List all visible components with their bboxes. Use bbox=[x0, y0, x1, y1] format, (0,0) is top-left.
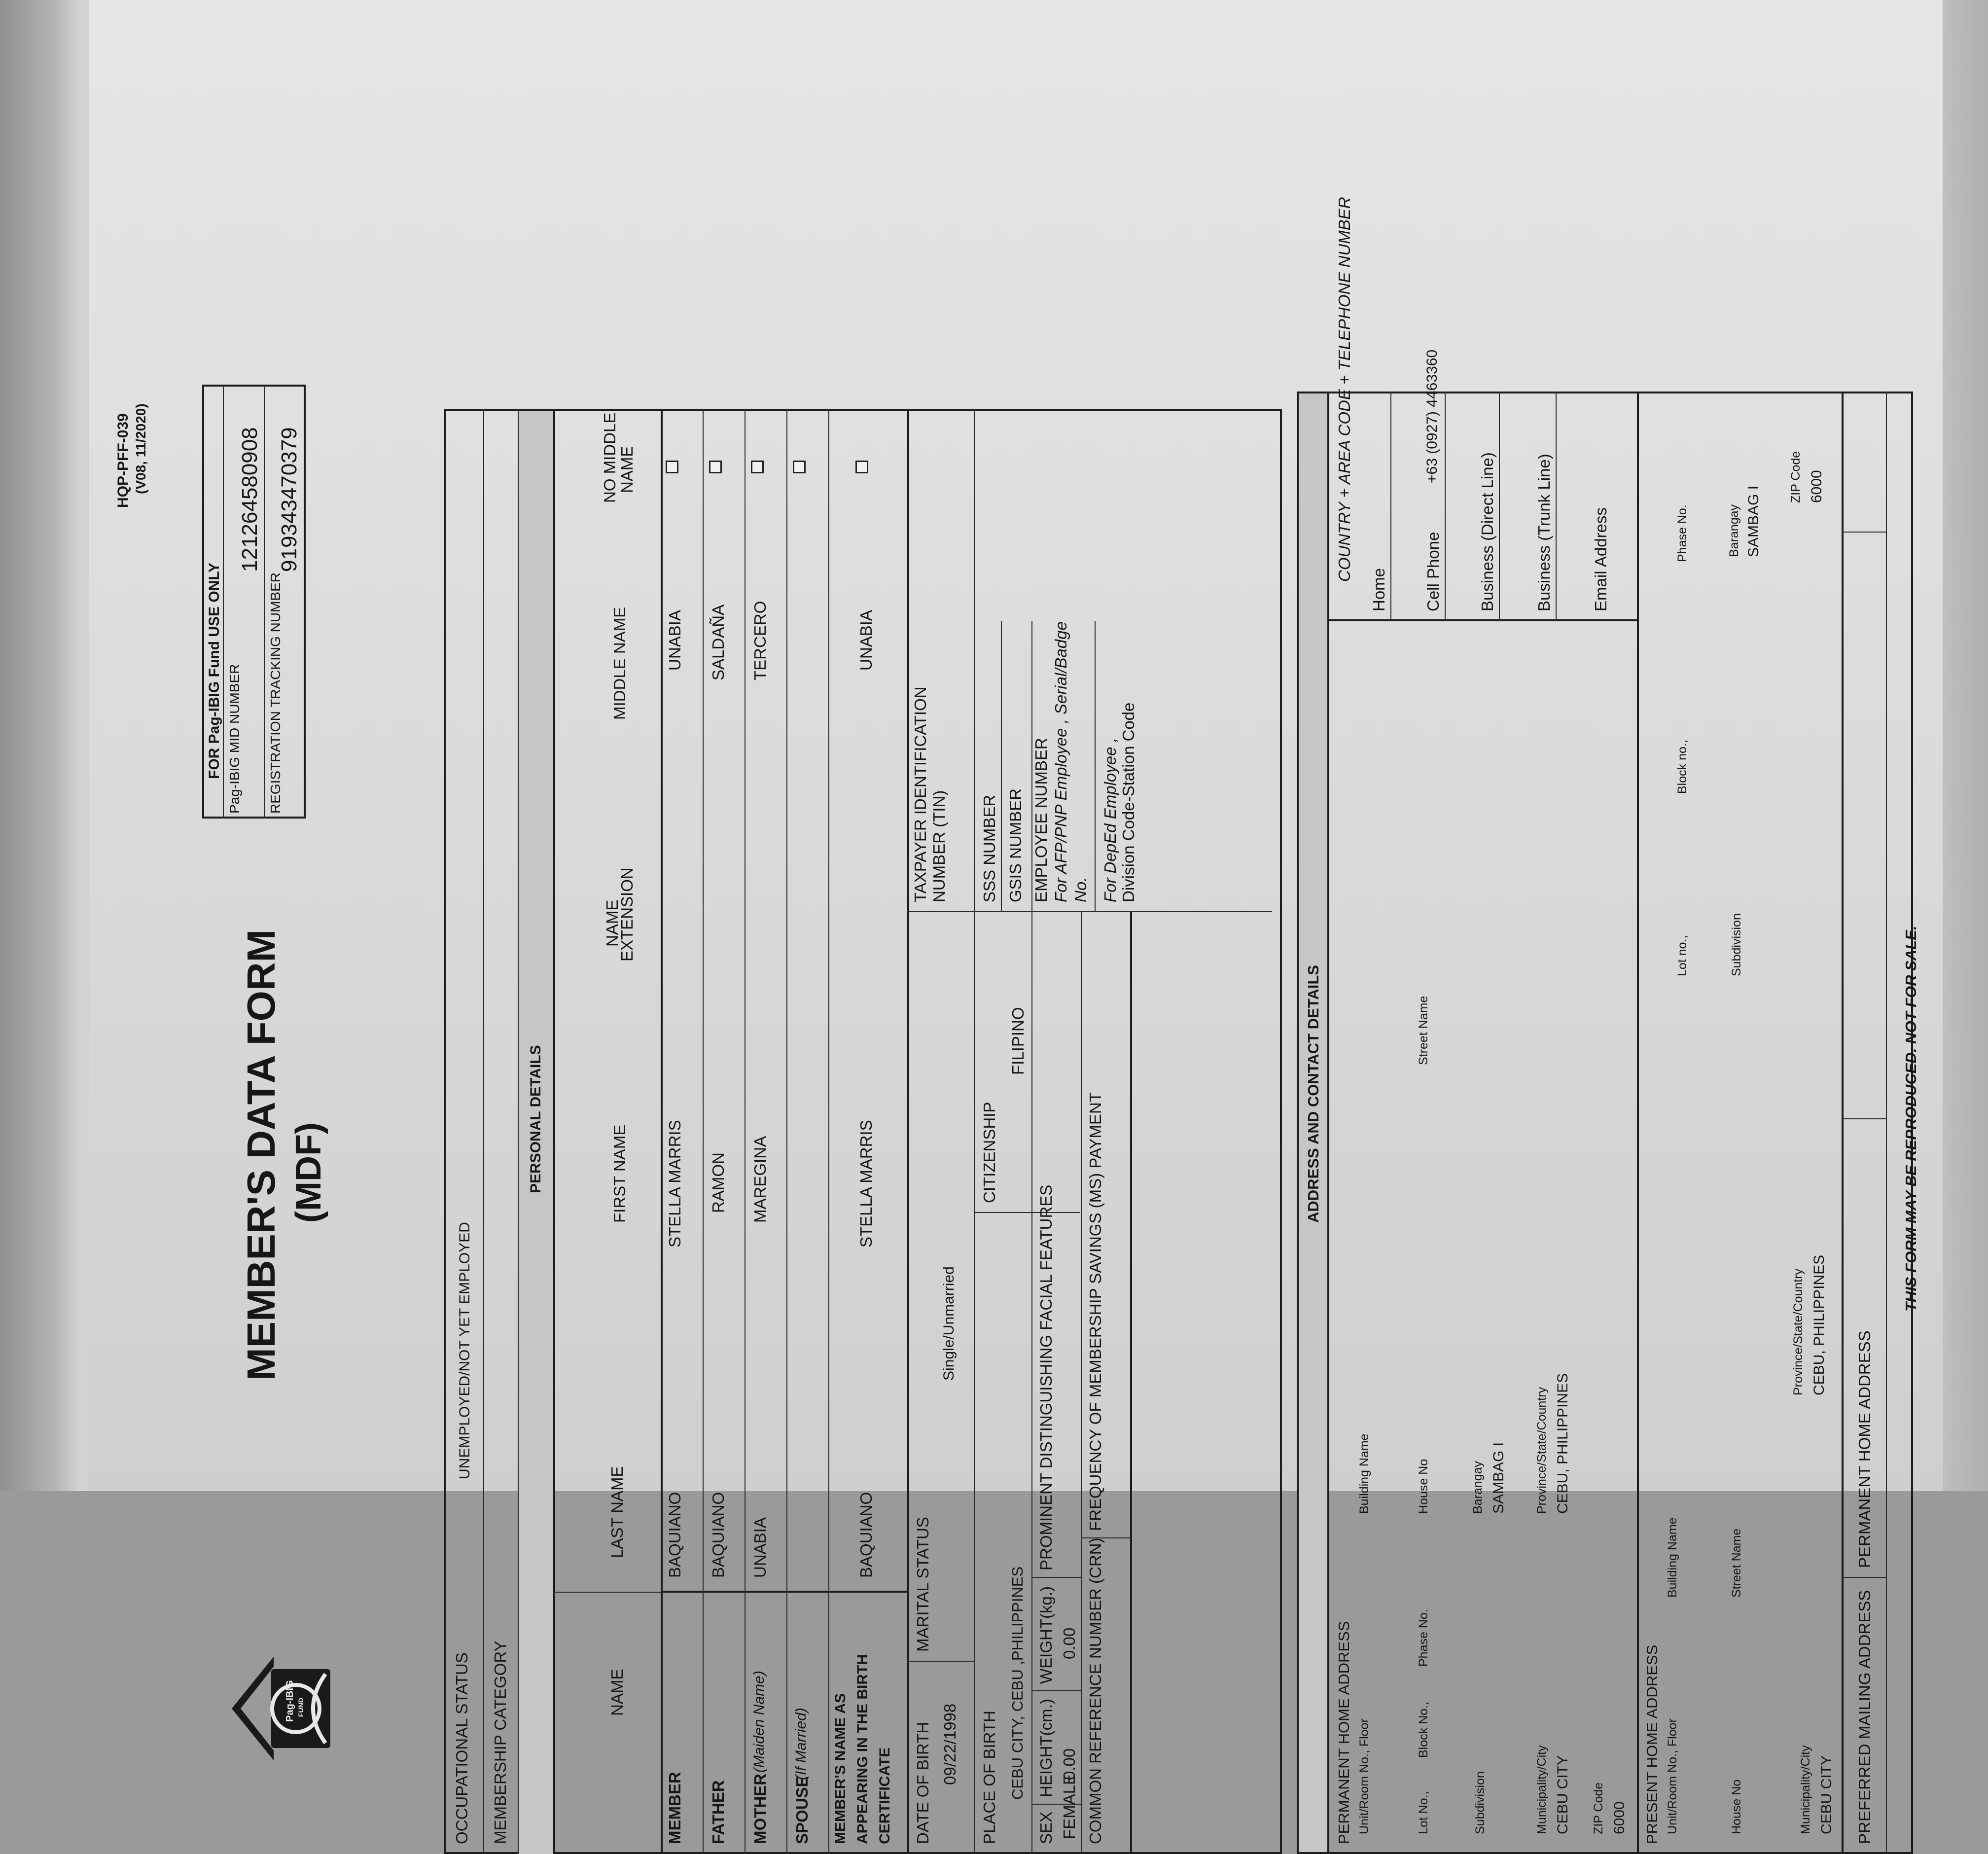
member-no-middle-checkbox[interactable] bbox=[666, 461, 678, 473]
pres-house-label: House No bbox=[1730, 1779, 1743, 1834]
fund-use-header: FOR Pag-IBIG Fund USE ONLY bbox=[206, 563, 222, 779]
rtn-label: REGISTRATION TRACKING NUMBER bbox=[268, 572, 283, 814]
sex-value: FEMALE bbox=[1060, 1774, 1078, 1839]
mailing-address-value: PERMANENT HOME ADDRESS bbox=[1855, 1330, 1874, 1568]
perm-municipality-value: CEBU CITY bbox=[1555, 1755, 1571, 1834]
perm-house-label: House No bbox=[1417, 1459, 1430, 1514]
father-first-name: RAMON bbox=[709, 1152, 727, 1213]
col-name-header: NAME bbox=[608, 1669, 626, 1716]
perm-subdivision-label: Subdivision bbox=[1473, 1771, 1487, 1834]
perm-phase-label: Phase No. bbox=[1417, 1609, 1430, 1667]
mother-row-note: (Maiden Name) bbox=[751, 1671, 767, 1773]
occupational-status-value: UNEMPLOYED/NOT YET EMPLOYED bbox=[457, 1222, 473, 1479]
weight-label: WEIGHT(kg.) bbox=[1037, 1586, 1055, 1684]
father-no-middle-checkbox[interactable] bbox=[709, 461, 722, 473]
footer-note: THIS FORM MAY BE REPRODUCED. NOT FOR SALE. bbox=[1902, 926, 1919, 1312]
spouse-row-label: SPOUSE bbox=[793, 1776, 811, 1844]
perm-barangay-label: Barangay bbox=[1471, 1461, 1485, 1514]
rtn-value: 919343470379 bbox=[277, 427, 301, 572]
perm-zip-value: 6000 bbox=[1611, 1801, 1628, 1834]
sss-label: SSS NUMBER bbox=[980, 794, 998, 902]
dob-label: DATE OF BIRTH bbox=[914, 1721, 932, 1844]
mother-first-name: MAREGINA bbox=[751, 1136, 769, 1223]
form-version: (V08, 11/2020) bbox=[133, 403, 148, 494]
perm-lot-label: Lot No., bbox=[1417, 1791, 1430, 1834]
member-middle-name: UNABIA bbox=[666, 610, 684, 671]
present-address-title: PRESENT HOME ADDRESS bbox=[1643, 1644, 1661, 1844]
father-middle-name: SALDAÑA bbox=[709, 604, 727, 680]
mid-label: Pag-IBIG MID NUMBER bbox=[227, 664, 242, 814]
birth-cert-last-name: BAQUIANO bbox=[857, 1492, 875, 1578]
perm-street-label: Street Name bbox=[1417, 996, 1430, 1065]
col-no-middle-header-1: NO MIDDLE bbox=[601, 412, 619, 503]
perm-building-label: Building Name bbox=[1357, 1433, 1371, 1514]
cell-phone-value: +63 (0927) 4463360 bbox=[1424, 349, 1440, 483]
home-phone-label: Home bbox=[1370, 568, 1388, 611]
occupational-status-label: OCCUPATIONAL STATUS bbox=[453, 1652, 471, 1844]
form-code: HQP-PFF-039 bbox=[115, 413, 131, 508]
birth-cert-middle-name: UNABIA bbox=[857, 610, 875, 671]
pres-province-label: Province/State/Country bbox=[1791, 1268, 1805, 1395]
weight-value: 0.00 bbox=[1060, 1627, 1078, 1659]
perm-barangay-value: SAMBAG I bbox=[1491, 1442, 1507, 1514]
marital-status-label: MARITAL STATUS bbox=[914, 1517, 932, 1652]
marital-status-value: Single/Unmarried bbox=[941, 1266, 957, 1381]
col-first-name-header: FIRST NAME bbox=[610, 1124, 629, 1223]
afp-pnp-note-2: No. bbox=[1071, 877, 1090, 902]
facial-features-label: PROMINENT DISTINGUISHING FACIAL FEATURES bbox=[1037, 1184, 1055, 1570]
pag-ibig-house-icon bbox=[227, 1652, 340, 1765]
birth-cert-label-3: CERTIFICATE bbox=[877, 1747, 893, 1844]
contact-header: COUNTRY + AREA CODE + TELEPHONE NUMBER bbox=[1335, 197, 1353, 582]
pres-zip-value: 6000 bbox=[1809, 470, 1825, 503]
father-last-name: BAQUIANO bbox=[709, 1492, 727, 1578]
perm-province-label: Province/State/Country bbox=[1535, 1387, 1549, 1514]
form-subtitle: (MDF) bbox=[289, 1122, 328, 1223]
spouse-no-middle-checkbox[interactable] bbox=[793, 461, 806, 473]
mid-value: 121264580908 bbox=[238, 427, 262, 572]
col-name-ext-header-1: NAME bbox=[603, 899, 621, 947]
cell-phone-label: Cell Phone bbox=[1424, 532, 1442, 611]
pres-municipality-label: Municipality/City bbox=[1799, 1745, 1812, 1834]
place-of-birth-value: CEBU CITY, CEBU ,PHILIPPINES bbox=[1009, 1566, 1026, 1800]
business-trunk-label: Business (Trunk Line) bbox=[1535, 454, 1553, 611]
member-last-name: BAQUIANO bbox=[666, 1492, 684, 1578]
logo-text: Pag-IBIG bbox=[284, 1680, 295, 1722]
deped-note-1: For DepEd Employee , bbox=[1101, 738, 1119, 902]
gsis-label: GSIS NUMBER bbox=[1006, 788, 1025, 902]
birth-cert-first-name: STELLA MARRIS bbox=[857, 1120, 875, 1248]
birth-cert-label-2: APPEARING IN THE BIRTH bbox=[854, 1654, 871, 1844]
birth-cert-label-1: MEMBER'S NAME AS bbox=[832, 1693, 849, 1844]
form-title: MEMBER'S DATA FORM bbox=[239, 929, 283, 1381]
logo-subtext: FUND bbox=[297, 1698, 305, 1717]
mother-middle-name: TERCERO bbox=[751, 601, 769, 680]
tin-label-2: NUMBER (TIN) bbox=[930, 790, 948, 902]
deped-note-2: Division Code-Station Code bbox=[1119, 702, 1137, 902]
membership-category-label: MEMBERSHIP CATEGORY bbox=[491, 1640, 509, 1844]
pres-zip-label: ZIP Code bbox=[1789, 451, 1803, 503]
pres-barangay-label: Barangay bbox=[1727, 504, 1741, 557]
pres-subdivision-label: Subdivision bbox=[1730, 913, 1743, 976]
sex-label: SEX bbox=[1037, 1811, 1055, 1844]
personal-details-title: PERSONAL DETAILS bbox=[528, 1045, 544, 1193]
pres-phase-label: Phase No. bbox=[1675, 504, 1689, 562]
pres-lot-label: Lot no., bbox=[1675, 935, 1689, 976]
height-label: HEIGHT(cm.) bbox=[1037, 1699, 1055, 1797]
birth-cert-no-middle-checkbox[interactable] bbox=[855, 461, 868, 473]
pag-ibig-logo bbox=[227, 1652, 340, 1765]
employee-number-label: EMPLOYEE NUMBER bbox=[1032, 738, 1050, 902]
paper-sheet bbox=[89, 0, 1943, 1844]
height-value: 0.00 bbox=[1060, 1748, 1078, 1780]
perm-province-value: CEBU, PHILIPPINES bbox=[1555, 1373, 1571, 1514]
place-of-birth-label: PLACE OF BIRTH bbox=[980, 1711, 998, 1844]
father-row-label: FATHER bbox=[709, 1780, 727, 1844]
pres-block-label: Block no., bbox=[1675, 740, 1689, 794]
col-last-name-header: LAST NAME bbox=[608, 1466, 626, 1558]
member-row-label: MEMBER bbox=[666, 1772, 684, 1844]
mother-row-label: MOTHER bbox=[751, 1774, 769, 1844]
perm-unit-label: Unit/Room No., Floor bbox=[1357, 1718, 1371, 1834]
col-no-middle-header-2: NAME bbox=[618, 446, 636, 493]
col-middle-name-header: MIDDLE NAME bbox=[610, 606, 629, 720]
tin-label-1: TAXPAYER IDENTIFICATION bbox=[911, 686, 929, 902]
business-direct-label: Business (Direct Line) bbox=[1478, 452, 1496, 611]
mother-no-middle-checkbox[interactable] bbox=[751, 461, 764, 473]
perm-block-label: Block No., bbox=[1417, 1702, 1430, 1758]
citizenship-value: FILIPINO bbox=[1009, 1007, 1027, 1075]
perm-municipality-label: Municipality/City bbox=[1535, 1745, 1549, 1834]
members-data-form bbox=[89, 197, 1943, 1854]
ms-payment-label: FREQUENCY OF MEMBERSHIP SAVINGS (MS) PAYMENT bbox=[1086, 1092, 1104, 1531]
pres-municipality-value: CEBU CITY bbox=[1818, 1755, 1835, 1834]
col-name-ext-header-2: EXTENSION bbox=[618, 867, 636, 962]
spouse-row-note: (If Married) bbox=[793, 1708, 809, 1780]
pres-building-label: Building Name bbox=[1666, 1517, 1679, 1598]
perm-zip-label: ZIP Code bbox=[1592, 1782, 1605, 1834]
citizenship-label: CITIZENSHIP bbox=[980, 1102, 998, 1203]
pres-unit-label: Unit/Room No., Floor bbox=[1666, 1718, 1679, 1834]
email-address-label: Email Address bbox=[1592, 507, 1610, 611]
afp-pnp-note: For AFP/PNP Employee , Serial/Badge bbox=[1052, 621, 1070, 902]
permanent-address-title: PERMANENT HOME ADDRESS bbox=[1335, 1621, 1352, 1844]
pres-barangay-value: SAMBAG I bbox=[1745, 485, 1762, 557]
address-section-title: ADDRESS AND CONTACT DETAILS bbox=[1305, 965, 1322, 1223]
pres-province-value: CEBU, PHILIPPINES bbox=[1811, 1254, 1827, 1395]
dob-value: 09/22/1998 bbox=[941, 1703, 959, 1785]
crn-label: COMMON REFERENCE NUMBER (CRN) bbox=[1086, 1537, 1104, 1844]
member-first-name: STELLA MARRIS bbox=[666, 1120, 684, 1248]
pres-street-label: Street Name bbox=[1730, 1528, 1743, 1598]
mother-last-name: UNABIA bbox=[751, 1517, 769, 1578]
mailing-address-label: PREFERRED MAILING ADDRESS bbox=[1855, 1590, 1874, 1844]
